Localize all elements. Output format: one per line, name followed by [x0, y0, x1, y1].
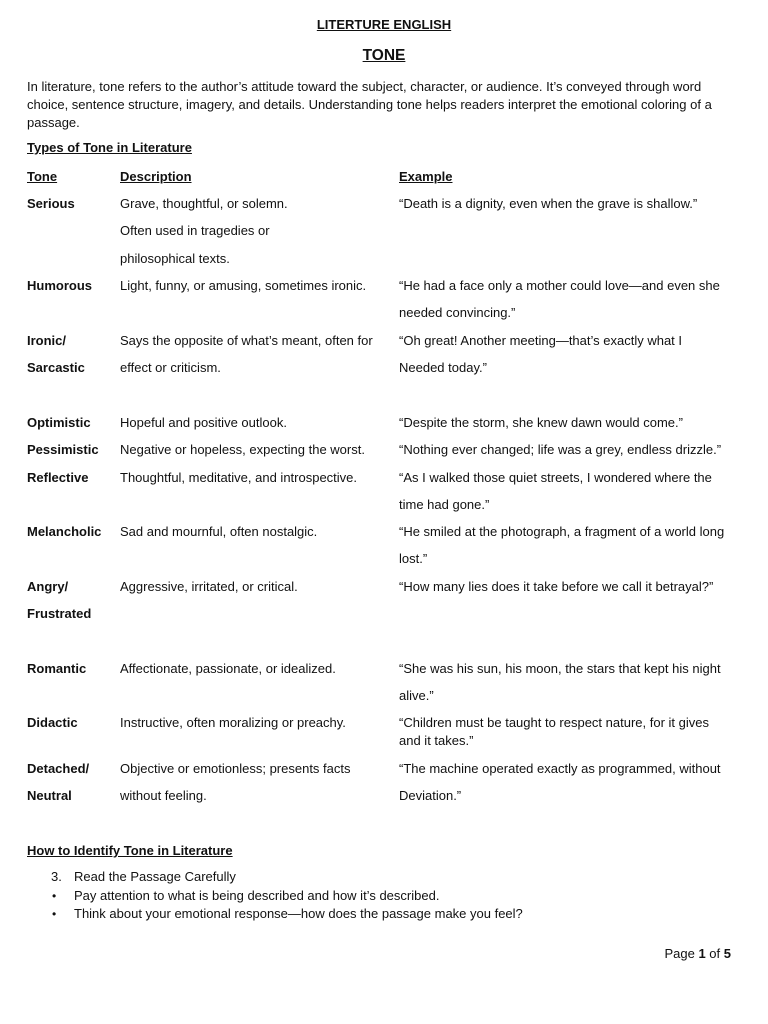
page-current: 1 [698, 946, 706, 961]
tone-example-line: needed convincing.” [399, 305, 516, 321]
tone-name-line: Frustrated [27, 606, 92, 622]
tone-example [399, 714, 739, 750]
tone-description-line: Objective or emotionless; presents facts [120, 761, 351, 776]
tone-description-line: Grave, thoughtful, or solemn. [120, 196, 288, 211]
tone-description [120, 464, 390, 491]
identify-steps-list [27, 868, 727, 924]
intro-paragraph: In literature, tone refers to the author’s attitude toward the subject, character, or audience. It’s conveyed through word choice, sentence structure, imagery, and details. Understanding tone helps readers interpret the emotional coloring of a passage. [27, 79, 712, 130]
bullet-icon: • [52, 907, 57, 921]
tone-example-line: Needed today.” [399, 360, 487, 376]
tone-name-line: Didactic [27, 715, 78, 730]
tone-description-line: Instructive, often moralizing or preachy. [120, 715, 346, 730]
tone-name-line: Humorous [27, 278, 92, 293]
tone-description-line: Negative or hopeless, expecting the worst. [120, 442, 365, 457]
list-item [27, 887, 727, 906]
types-section-title: Types of Tone in Literature [27, 140, 192, 155]
tone-name [27, 190, 117, 217]
tone-name-line: Angry/ [27, 579, 69, 594]
tone-example-line: “Death is a dignity, even when the grave is shallow.” [399, 196, 698, 211]
tone-example [399, 409, 739, 436]
tone-example-line: time had gone.” [399, 497, 490, 513]
tone-name-line: Optimistic [27, 415, 91, 430]
tone-example-line: “Children must be taught to respect nature, for it gives [399, 715, 709, 730]
tone-name [27, 518, 117, 545]
tone-name-line: Pessimistic [27, 442, 99, 457]
tone-name-line: Melancholic [27, 524, 102, 539]
column-header-example: Example [399, 169, 453, 184]
list-item [27, 905, 727, 924]
tone-description [120, 655, 390, 682]
tone-description-line: Says the opposite of what’s meant, often for [120, 333, 373, 348]
tone-example [399, 190, 739, 217]
column-header-description: Description [120, 169, 192, 184]
tone-name-line: Detached/ [27, 761, 90, 776]
tone-description-line: Light, funny, or amusing, sometimes ironic. [120, 278, 367, 293]
tone-example-line: “He smiled at the photograph, a fragment of a world long [399, 524, 725, 539]
list-item-text: Pay attention to what is being described and how it’s described. [74, 887, 440, 903]
tone-name-line: Neutral [27, 788, 72, 804]
tone-name [27, 436, 117, 463]
list-item-text: Read the Passage Carefully [74, 869, 236, 884]
tone-name [27, 409, 117, 436]
tone-name-line: Sarcastic [27, 360, 85, 376]
tone-example-line: “Nothing ever changed; life was a grey, endless drizzle.” [399, 442, 722, 457]
tone-name-line: Reflective [27, 470, 89, 485]
list-item-text: Think about your emotional response—how does the passage make you feel? [74, 906, 523, 921]
document-heading: LITERTURE ENGLISH [316, 17, 452, 32]
tone-name [27, 327, 117, 382]
tone-example [399, 755, 739, 810]
tone-description-line: philosophical texts. [120, 250, 230, 266]
tone-description [120, 272, 390, 299]
tone-example-line: Deviation.” [399, 788, 462, 804]
tone-name-line: Ironic/ [27, 333, 67, 348]
tone-example [399, 436, 739, 463]
tone-example-line: “Oh great! Another meeting—that’s exactly what I [399, 333, 683, 348]
tone-example-line: “Despite the storm, she knew dawn would come.” [399, 415, 683, 430]
document-title: TONE [362, 47, 406, 64]
tone-example-line: “The machine operated exactly as programmed, without [399, 761, 721, 776]
tone-description-line: Sad and mournful, often nostalgic. [120, 524, 318, 539]
tone-description [120, 409, 390, 436]
tone-name [27, 655, 117, 682]
tone-example-line: “How many lies does it take before we call it betrayal?” [399, 579, 714, 594]
tone-name [27, 573, 117, 628]
identify-section-title: How to Identify Tone in Literature [27, 843, 233, 858]
tone-name [27, 755, 117, 810]
tone-description-line: Aggressive, irritated, or critical. [120, 579, 298, 594]
tone-example-line: alive.” [399, 688, 434, 704]
tone-name [27, 464, 117, 491]
tone-name [27, 709, 117, 736]
tone-name [27, 272, 117, 299]
page-of-label: of [709, 946, 721, 961]
tone-description [120, 755, 390, 810]
tone-description [120, 709, 390, 736]
tone-example-line: lost.” [399, 551, 428, 567]
page-label: Page [664, 946, 695, 961]
tone-description [120, 518, 390, 545]
tone-description [120, 327, 390, 382]
tone-description-line: without feeling. [120, 788, 207, 804]
tone-description [120, 573, 390, 600]
column-header-tone: Tone [27, 169, 58, 184]
tone-example-line: “She was his sun, his moon, the stars that kept his night [399, 661, 721, 676]
tone-example-line: “As I walked those quiet streets, I wondered where the [399, 470, 712, 485]
list-item [27, 868, 727, 887]
tone-example [399, 518, 739, 573]
page-total: 5 [723, 946, 731, 961]
tone-name-line: Romantic [27, 661, 87, 676]
tone-example-line: “He had a face only a mother could love—and even she [399, 278, 720, 293]
tone-description-line: effect or criticism. [120, 360, 221, 376]
tone-description-line: Often used in tragedies or [120, 223, 270, 239]
tone-example-line: and it takes.” [399, 733, 474, 748]
tone-description-line: Hopeful and positive outlook. [120, 415, 287, 430]
tone-example [399, 573, 739, 600]
tone-description-line: Affectionate, passionate, or idealized. [120, 661, 336, 676]
tone-example [399, 464, 739, 519]
tone-description [120, 436, 390, 463]
tone-name-line: Serious [27, 196, 75, 211]
tone-example [399, 327, 739, 382]
list-number: 3. [51, 869, 62, 884]
bullet-icon: • [52, 888, 57, 903]
page-number [664, 946, 731, 961]
tone-example [399, 272, 739, 327]
tone-description [120, 190, 390, 272]
tone-description-line: Thoughtful, meditative, and introspective. [120, 470, 358, 485]
tone-example [399, 655, 739, 710]
